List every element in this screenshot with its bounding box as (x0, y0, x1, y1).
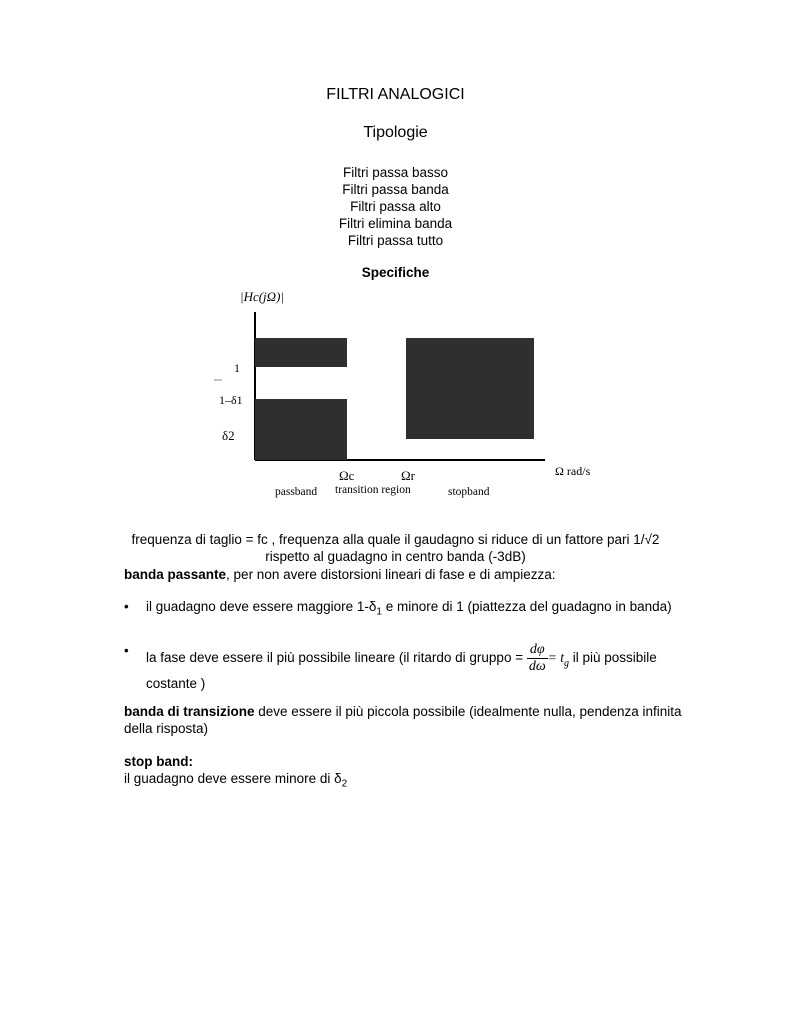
transition-band-paragraph (124, 703, 694, 737)
bullet-icon: • (124, 599, 129, 614)
bullet-icon: • (124, 643, 129, 658)
x-tick-omega-r: Ωr (401, 468, 415, 483)
subscript: 2 (341, 778, 348, 790)
passband-text: , per non avere distorsioni lineari di fase e di ampiezza: (226, 567, 556, 582)
stopband-text: il guadagno deve essere minore di δ (124, 771, 342, 786)
cutoff-definition (0, 531, 791, 565)
subscript: 1 (376, 606, 382, 618)
stopband-label: stop band: (124, 754, 193, 769)
list-item (124, 598, 694, 634)
y-tick-one: 1 (234, 361, 240, 375)
passband-label: banda passante (124, 567, 227, 582)
filter-type-item: Filtri passa banda (342, 182, 449, 197)
list-item-text: il più possibile costante ) (146, 650, 657, 691)
passband-upper-region (255, 338, 347, 367)
filter-types-list (0, 164, 791, 249)
region-transition-label: transition region (335, 484, 411, 496)
list-item-text: il guadagno deve essere maggiore 1-δ (146, 599, 377, 614)
y-axis-label: |Hc(jΩ)| (240, 289, 284, 304)
filter-type-item: Filtri elimina banda (338, 216, 453, 231)
passband-paragraph (124, 566, 555, 583)
list-item-text: e minore di 1 (piattezza del guadagno in banda) (381, 599, 672, 614)
filter-type-item: Filtri passa alto (350, 199, 441, 214)
region-stopband-label: stopband (448, 486, 490, 498)
group-delay-fraction (527, 642, 548, 675)
list-item (124, 642, 694, 692)
transition-band-text: deve essere il più piccola possibile (idealmente nulla, pendenza infinita della risposta) (124, 704, 682, 736)
fraction-numerator: dφ (527, 642, 548, 659)
filter-type-item: Filtri passa basso (342, 165, 449, 180)
filter-type-item: Filtri passa tutto (347, 233, 444, 248)
passband-lower-region (255, 399, 347, 460)
passband-requirements-list (124, 598, 694, 692)
fraction-denominator: dω (528, 659, 546, 674)
region-passband-label: passband (275, 486, 318, 498)
y-tick-one-minus-delta1: 1–δ1 (219, 393, 243, 407)
subscript: g (563, 657, 569, 669)
x-tick-omega-c: Ωc (339, 468, 355, 483)
cutoff-definition-line1: frequenza di taglio = fc , frequenza alla quale il gaudagno si riduce di un fattore pari 1/√2 (131, 532, 660, 547)
transition-band-label: banda di transizione (124, 704, 255, 719)
stopband-paragraph (124, 753, 347, 793)
y-tick-delta2: δ2 (222, 428, 235, 443)
group-delay-equation: = t (547, 650, 564, 666)
cutoff-definition-line2: rispetto al guadagno in centro banda (-3dB) (265, 549, 526, 564)
page-title: FILTRI ANALOGICI (326, 86, 465, 103)
stopband-region (406, 338, 534, 439)
x-axis-label: Ω rad/s (555, 464, 591, 478)
filter-spec-figure (200, 282, 620, 507)
spec-heading: Specifiche (361, 265, 430, 280)
section-title: Tipologie (363, 124, 428, 141)
list-item-text: la fase deve essere il più possibile lineare (il ritardo di gruppo = (146, 650, 527, 666)
